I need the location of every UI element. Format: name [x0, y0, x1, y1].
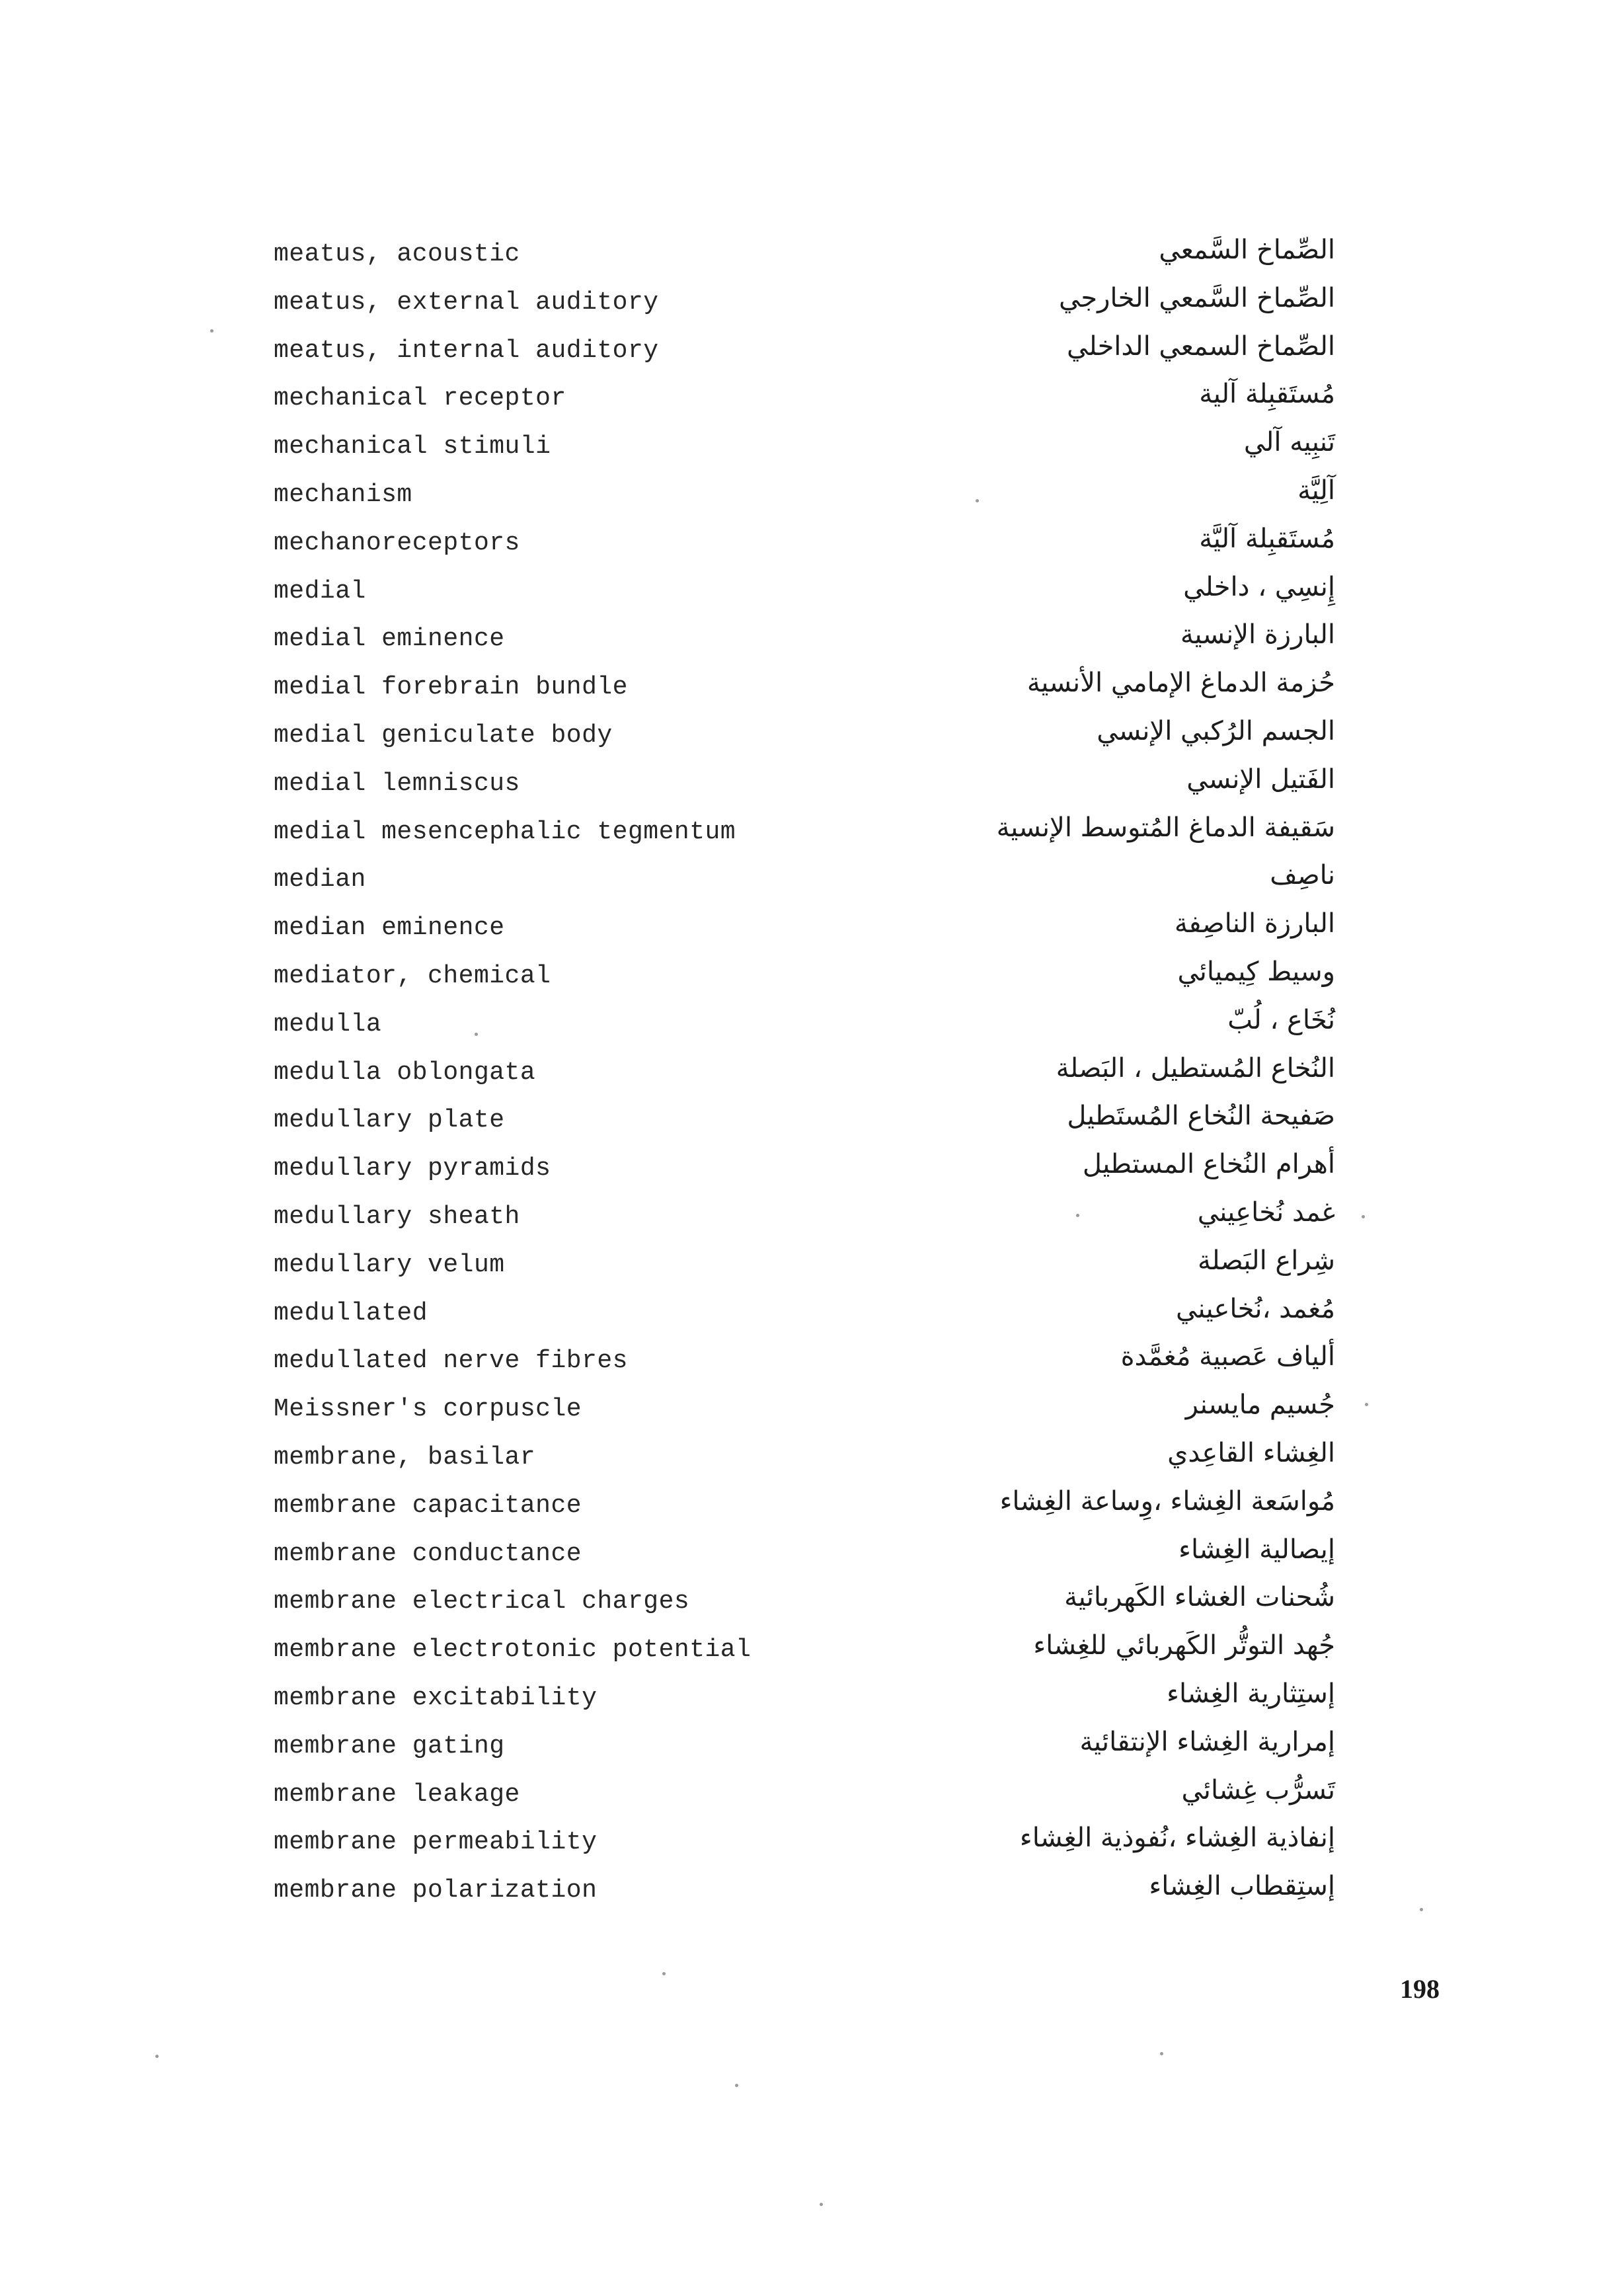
english-term: mechanical receptor — [274, 384, 566, 413]
scan-speck — [1362, 1215, 1365, 1218]
glossary-entry — [264, 379, 1335, 427]
glossary-entry — [264, 668, 1335, 716]
glossary-entry — [264, 524, 1335, 572]
glossary-entry — [264, 619, 1335, 668]
scan-speck — [735, 2084, 738, 2087]
arabic-translation: ألياف عَصبية مُغمَّدة — [1120, 1341, 1335, 1372]
english-term: membrane leakage — [274, 1780, 520, 1809]
glossary-entry — [264, 1438, 1335, 1486]
glossary-entry — [264, 235, 1335, 283]
glossary-entry — [264, 957, 1335, 1005]
arabic-translation: غمد نُخاعِيني — [1197, 1197, 1335, 1228]
scan-speck — [976, 499, 979, 502]
glossary-entry — [264, 1534, 1335, 1583]
arabic-translation: صَفيحة النُخاع المُستَطيل — [1067, 1101, 1335, 1132]
arabic-translation: النُخاع المُستطيل ، البَصلة — [1056, 1052, 1335, 1084]
english-term: meatus, internal auditory — [274, 336, 659, 365]
arabic-translation: الجسم الرُكبي الإنسي — [1097, 715, 1335, 746]
english-term: medial eminence — [274, 625, 505, 654]
arabic-translation: البارزة الإنسية — [1180, 619, 1335, 651]
glossary-entry — [264, 331, 1335, 379]
english-term: membrane electrotonic potential — [274, 1636, 752, 1665]
arabic-translation: مُغمد ،نُخاعيني — [1176, 1293, 1335, 1324]
english-term: medial geniculate body — [274, 721, 613, 750]
glossary-entry — [264, 1582, 1335, 1630]
english-term: median eminence — [274, 914, 505, 943]
arabic-translation: البارزة الناصِفة — [1174, 908, 1335, 939]
scan-speck — [155, 2055, 159, 2058]
glossary-entry — [264, 1486, 1335, 1534]
arabic-translation: جُهد التوتُّر الكَهربائي للغِشاء — [1033, 1630, 1335, 1661]
english-term: medial forebrain bundle — [274, 673, 628, 702]
arabic-translation: شُحنات الغشاء الكَهربائية — [1064, 1582, 1335, 1613]
glossary-entry — [264, 1390, 1335, 1438]
english-term: membrane conductance — [274, 1539, 582, 1568]
english-term: medial — [274, 576, 366, 606]
glossary-entry — [264, 475, 1335, 524]
glossary-entry — [264, 1149, 1335, 1197]
glossary-entry — [264, 1775, 1335, 1823]
english-term: membrane permeability — [274, 1828, 598, 1857]
english-term: membrane polarization — [274, 1876, 598, 1905]
english-term: membrane capacitance — [274, 1491, 582, 1520]
english-term: meatus, acoustic — [274, 240, 520, 268]
page-number: 198 — [1400, 1974, 1440, 2004]
arabic-translation: الفَتيل الإنسي — [1186, 764, 1335, 795]
scan-speck — [1365, 1403, 1368, 1406]
english-term: membrane electrical charges — [274, 1587, 690, 1616]
glossary-entry — [264, 1101, 1335, 1149]
arabic-translation: إنفاذية الغِشاء ،نُفوذية الغِشاء — [1019, 1823, 1335, 1854]
glossary-entry — [264, 572, 1335, 620]
english-term: medullary pyramids — [274, 1154, 551, 1183]
english-term: mechanical stimuli — [274, 432, 551, 461]
scan-speck — [820, 2203, 823, 2206]
english-term: mechanism — [274, 480, 412, 509]
glossary-entry — [264, 1727, 1335, 1775]
glossary-entry — [264, 1294, 1335, 1342]
glossary-entry — [264, 764, 1335, 812]
arabic-translation: إِنسِي ، داخلي — [1183, 571, 1335, 602]
glossary-entry — [264, 427, 1335, 475]
english-term: membrane excitability — [274, 1683, 598, 1712]
glossary-entry — [264, 1630, 1335, 1679]
english-term: membrane gating — [274, 1731, 505, 1761]
arabic-translation: الصِّماخ السَّمعي — [1159, 235, 1335, 265]
arabic-translation: إمرارية الغِشاء الإنتقائية — [1079, 1726, 1335, 1757]
arabic-translation: وسيط كِيميائي — [1177, 956, 1335, 987]
arabic-translation: الصِّماخ السمعي الداخلي — [1066, 331, 1335, 362]
glossary-entry — [264, 860, 1335, 908]
arabic-translation: الغِشاء القاعِدي — [1167, 1437, 1335, 1468]
english-term: medullary plate — [274, 1106, 505, 1135]
english-term: medullated — [274, 1298, 428, 1327]
arabic-translation: إستِثارية الغِشاء — [1167, 1678, 1335, 1709]
english-term: median — [274, 865, 366, 894]
arabic-translation: آلِيَّة — [1297, 475, 1335, 506]
glossary-entry — [264, 1871, 1335, 1919]
english-term: meatus, external auditory — [274, 288, 659, 317]
scan-speck — [1160, 2052, 1163, 2055]
glossary-entry — [264, 716, 1335, 764]
arabic-translation: تَسرُّب غِشائي — [1181, 1774, 1335, 1805]
glossary-list — [264, 235, 1335, 1919]
arabic-translation: مُستَقبِلة آلية — [1199, 379, 1335, 410]
english-term: medial lemniscus — [274, 769, 520, 798]
glossary-entry — [264, 1823, 1335, 1871]
english-term: membrane, basilar — [274, 1443, 536, 1472]
english-term: medial mesencephalic tegmentum — [274, 817, 736, 846]
english-term: medulla — [274, 1009, 382, 1039]
english-term: mechanoreceptors — [274, 528, 520, 557]
arabic-translation: إيصالية الغِشاء — [1179, 1534, 1335, 1565]
english-term: mediator, chemical — [274, 961, 551, 990]
arabic-translation: ناصِف — [1270, 860, 1335, 891]
glossary-entry — [264, 1679, 1335, 1727]
arabic-translation: سَقيفة الدماغ المُتوسط الإنسية — [996, 812, 1335, 843]
arabic-translation: مُستَقبِلة آليَّة — [1199, 523, 1335, 554]
glossary-entry — [264, 812, 1335, 861]
arabic-translation: إستِقطاب الغِشاء — [1149, 1871, 1335, 1902]
english-term: medullary sheath — [274, 1202, 520, 1231]
arabic-translation: تَنبِيه آلي — [1243, 427, 1335, 458]
scan-speck — [1420, 1908, 1423, 1911]
arabic-translation: حُزمة الدماغ الإمامي الأنسية — [1026, 668, 1335, 699]
scan-speck — [210, 329, 213, 333]
arabic-translation: الصِّماخ السَّمعي الخارجي — [1059, 282, 1335, 313]
glossary-entry — [264, 1341, 1335, 1390]
scan-speck — [475, 1033, 478, 1036]
glossary-entry — [264, 908, 1335, 957]
glossary-entry — [264, 1005, 1335, 1053]
scan-speck — [662, 1972, 666, 1975]
arabic-translation: شِراع البَصلة — [1197, 1245, 1335, 1276]
scan-speck — [1076, 1214, 1079, 1217]
english-term: Meissner's corpuscle — [274, 1395, 582, 1424]
glossary-entry — [264, 283, 1335, 331]
english-term: medullary velum — [274, 1250, 505, 1279]
glossary-entry — [264, 1246, 1335, 1294]
glossary-entry — [264, 1053, 1335, 1101]
arabic-translation: أهرام النُخاع المستطيل — [1082, 1149, 1335, 1180]
arabic-translation: مُواسَعة الغِشاء ،وِساعة الغِشاء — [999, 1485, 1335, 1517]
arabic-translation: جُسيم مايسنر — [1185, 1390, 1335, 1421]
glossary-entry — [264, 1197, 1335, 1246]
english-term: medulla oblongata — [274, 1058, 536, 1087]
english-term: medullated nerve fibres — [274, 1347, 628, 1376]
arabic-translation: نُخَاع ، لُبّ — [1227, 1004, 1335, 1035]
